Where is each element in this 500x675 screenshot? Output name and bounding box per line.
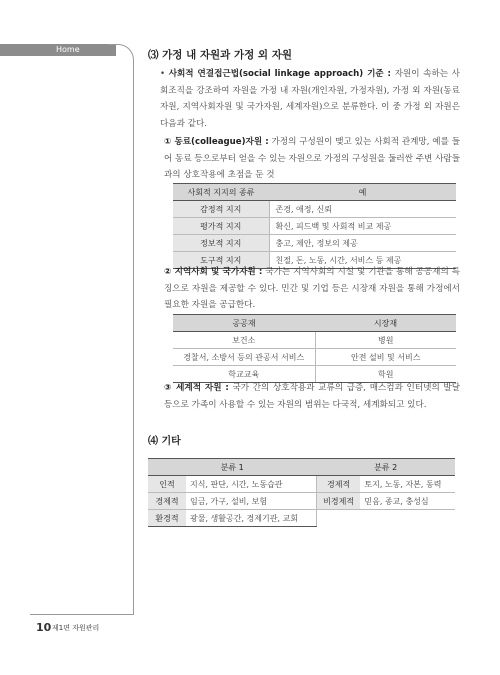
table-row <box>173 235 456 252</box>
table2-cell-market: 병원 <box>315 332 456 349</box>
table3-cell-value2 <box>360 510 455 527</box>
table1-cell-example: 충고, 제안, 정보의 제공 <box>269 235 456 252</box>
table3-cell-value2: 토지, 노동, 자본, 동력 <box>360 476 455 493</box>
table2-cell-market: 학원 <box>315 366 456 383</box>
table-row <box>148 476 455 493</box>
table3-header-2: 분류 2 <box>316 459 455 476</box>
footer-rule <box>30 614 134 615</box>
table3-cell-category1: 경제적 <box>148 493 186 510</box>
classification-table <box>148 458 455 527</box>
table3-cell-category1: 인적 <box>148 476 186 493</box>
table-row <box>173 201 456 218</box>
section4-title: ⑷ 기타 <box>148 436 181 447</box>
item1-text: 가정의 구성원이 맺고 있는 사회적 관계망, 예를 들어 동료 등으로부터 얻을 수 있는 자원으로 가정의 구성원을 둘러싼 주변 사람들과의 상호작용에 초점을 둔 것 <box>164 137 461 180</box>
item3-term: ③ 세계적 자원 : <box>164 383 229 393</box>
bullet-paragraph <box>160 66 460 132</box>
table3-cell-value1: 광물, 생활공간, 경제기관, 교회 <box>186 510 316 527</box>
item1-term: ① 동료(colleague)자원 : <box>164 137 269 147</box>
table3-cell-category2: 비경제적 <box>316 493 360 510</box>
item2-term: ② 지역사회 및 국가자원 : <box>164 267 263 277</box>
table3-cell-category2 <box>316 510 360 527</box>
bullet-mark: • <box>160 69 166 79</box>
item3-text: 국가 간의 상호작용과 교류의 급증, 매스컴과 인터넷의 발달 등으로 가족이 사용할 수 있는 자원의 범위는 다국적, 세계화되고 있다. <box>164 383 460 410</box>
bullet-text: 자원이 속하는 사회조직을 강조하여 자원을 가정 내 자원(개인자원, 가정자원), 가정 외 자원(동료자원, 지역사회자원 및 국가자원, 세계자원)으로 분류한다. 이 중 가정 외 자원은 다음과 같다. <box>160 69 460 129</box>
margin-rule <box>133 74 134 614</box>
table2-header-market: 시장재 <box>315 315 456 332</box>
table3-header-1: 분류 1 <box>148 459 316 476</box>
item1-paragraph <box>164 134 460 184</box>
chapter-label: 제1편 자원관리 <box>52 624 100 632</box>
bullet-term: 사회적 연결접근법(social linkage approach) 기준 : <box>168 69 391 79</box>
table-row <box>173 349 456 366</box>
table-row <box>173 332 456 349</box>
table1-cell-type: 도구적 지지 <box>173 252 269 269</box>
table2-cell-public: 보건소 <box>173 332 315 349</box>
table1-cell-type: 정보적 지지 <box>173 235 269 252</box>
table3-cell-value1: 지식, 판단, 시간, 노동습관 <box>186 476 316 493</box>
table3-cell-value2: 믿음, 종교, 충성심 <box>360 493 455 510</box>
table3-cell-category1: 환경적 <box>148 510 186 527</box>
item2-text: 국가는 지역사회의 시설 및 기관을 통해 공공재의 특징으로 자원을 제공할 수 있다. 민간 및 기업 등은 시장재 자원을 통해 가정에서 필요한 자원을 공급한다. <box>164 267 460 310</box>
public-market-table <box>173 314 456 383</box>
table1-cell-example: 확신, 피드백 및 사회적 비교 제공 <box>269 218 456 235</box>
item2-paragraph <box>164 264 460 314</box>
table-row <box>148 510 455 527</box>
item3-paragraph <box>164 380 460 413</box>
table1-cell-type: 평가적 지지 <box>173 218 269 235</box>
table3-cell-category2: 경제적 <box>316 476 360 493</box>
table1-cell-example: 존경, 애정, 신뢰 <box>269 201 456 218</box>
table1-cell-type: 감정적 지지 <box>173 201 269 218</box>
table2-header-public: 공공재 <box>173 315 315 332</box>
table1-header-example: 예 <box>269 184 456 201</box>
table3-cell-value1: 임금, 가구, 설비, 보험 <box>186 493 316 510</box>
page-number: 10 <box>36 621 52 634</box>
table-row <box>148 493 455 510</box>
table2-cell-public: 학교교육 <box>173 366 315 383</box>
table1-cell-example: 친절, 돈, 노동, 시간, 서비스 등 제공 <box>269 252 456 269</box>
table2-cell-public: 경찰서, 소방서 등의 관공서 서비스 <box>173 349 315 366</box>
margin-curve <box>108 44 134 80</box>
table-row <box>173 218 456 235</box>
subject-tab: Home Economics <box>0 44 116 56</box>
table2-cell-market: 안전 설비 및 서비스 <box>315 349 456 366</box>
section3-title: ⑶ 가정 내 자원과 가정 외 자원 <box>148 49 293 61</box>
table1-header-type: 사회적 지지의 종류 <box>173 184 269 201</box>
social-support-table <box>173 183 456 269</box>
